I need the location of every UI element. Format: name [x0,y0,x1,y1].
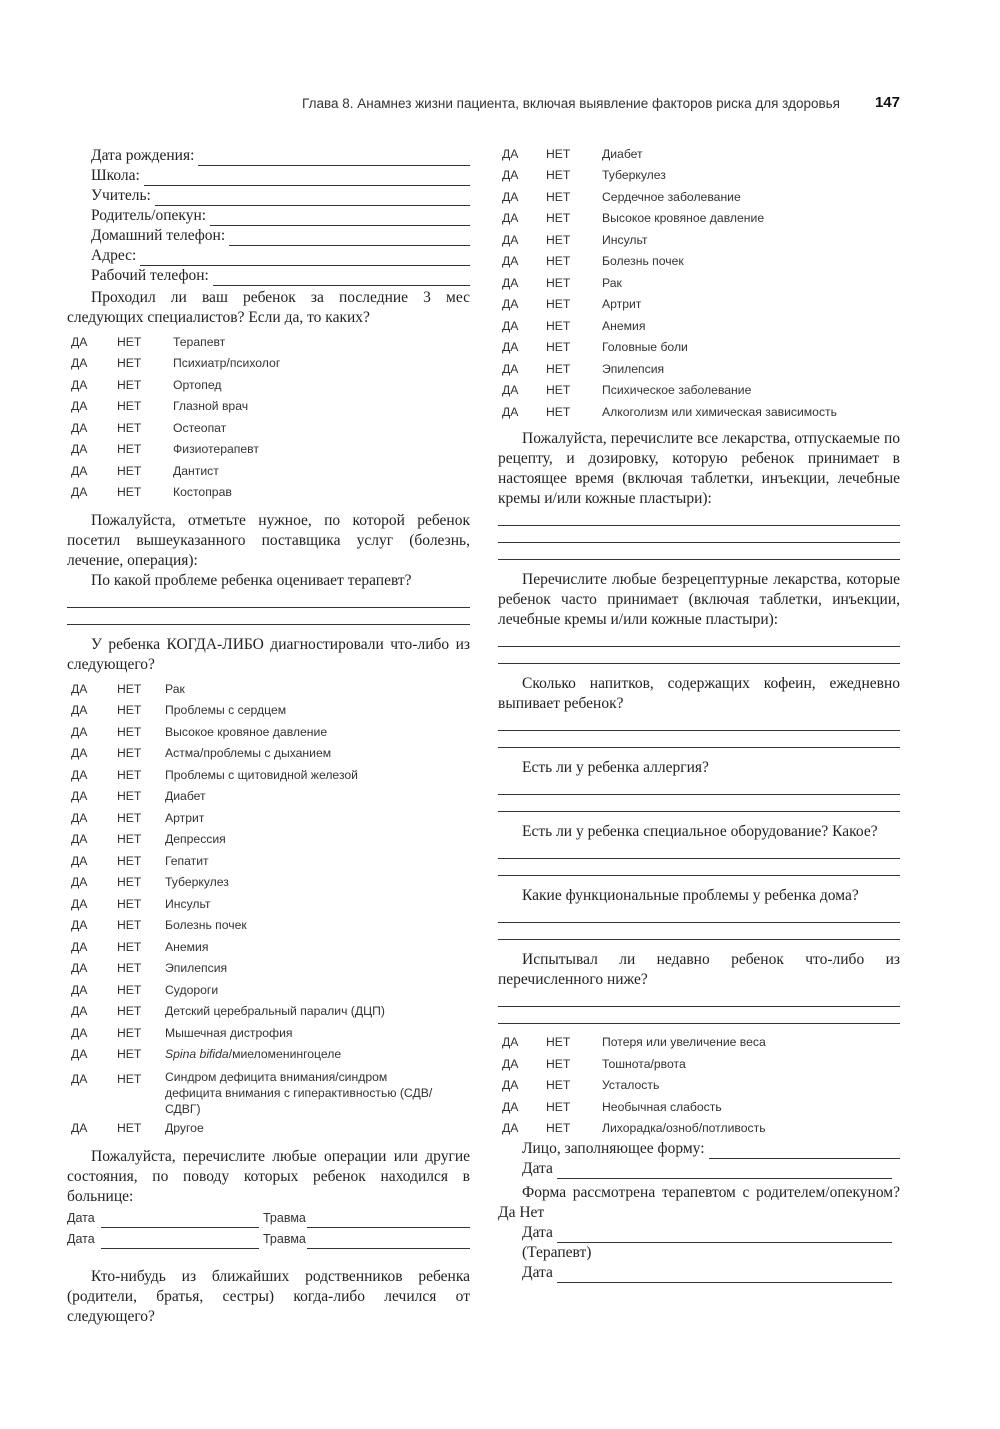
item-label-italic: Spina bifida [165,1047,229,1062]
yes-option[interactable]: ДА [71,356,88,371]
no-option[interactable]: НЕТ [117,767,142,782]
yes-no-row [498,358,900,380]
answer-line[interactable] [498,714,900,731]
no-option[interactable]: НЕТ [117,1047,142,1062]
yes-option[interactable]: ДА [71,420,88,435]
yes-option[interactable]: ДА [71,463,88,478]
item-label: Необычная слабость [602,1099,722,1114]
filled-by-label: Лицо, заполняющее форму: [522,1140,705,1157]
no-option[interactable]: НЕТ [117,982,142,997]
yes-no-row [498,315,900,337]
yes-no-row [498,272,900,294]
yes-option[interactable]: ДА [502,275,519,290]
item-label: Головные боли [602,340,688,355]
item-label: Ортопед [173,377,222,392]
yes-no-row [67,936,470,958]
item-label: Физиотерапевт [173,442,259,457]
yes-option[interactable]: ДА [71,918,88,933]
trauma-field[interactable] [307,1214,470,1228]
yes-no-row [67,1044,470,1066]
specialists-table [67,331,470,503]
field-row [67,266,470,286]
question-diagnosed: У ребенка КОГДА-ЛИБО диагностировали что-либо из следующего? [67,636,470,673]
no-option[interactable]: НЕТ [117,789,142,804]
item-label: Костоправ [173,485,232,500]
no-option[interactable]: НЕТ [117,832,142,847]
no-option[interactable]: НЕТ [546,1099,571,1114]
yes-no-row [498,401,900,423]
item-label: Усталость [602,1078,660,1093]
field-label: Учитель: [91,187,151,204]
item-label: Психическое заболевание [602,383,752,398]
filled-by-row [498,1139,900,1159]
yes-no-row [67,1117,470,1139]
yes-no-row [67,1065,470,1117]
yes-option[interactable]: ДА [502,189,519,204]
item-label: Мышечная дистрофия [165,1025,293,1040]
question-mark-reason: Пожалуйста, отметьте нужное, по которой ребенок посетил вышеуказанного поставщика услуг (болезнь, лечение, операция): [67,512,470,569]
item-label: Сердечное заболевание [602,189,741,204]
no-option[interactable]: НЕТ [546,297,571,312]
yes-option[interactable]: ДА [502,1078,519,1093]
answer-line[interactable] [67,608,470,625]
item-label: Эпилепсия [165,961,228,976]
yes-option[interactable]: ДА [502,318,519,333]
no-option[interactable]: НЕТ [117,377,142,392]
yes-option[interactable]: ДА [71,1120,88,1135]
yes-no-row [67,482,470,504]
date-field[interactable] [101,1214,259,1228]
personal-info-fields [67,146,470,286]
question-caffeine: Сколько напитков, содержащих кофеин, ежедневно выпивает ребенок? [498,674,900,712]
yes-no-row [67,958,470,980]
yes-option[interactable]: ДА [502,1099,519,1114]
yes-no-row [498,165,900,187]
yes-no-row [498,229,900,251]
page-number: 147 [874,94,900,111]
yes-no-row [498,208,900,230]
no-option[interactable]: НЕТ [117,1004,142,1019]
therapist-label: (Терапевт) [522,1244,592,1261]
date-field[interactable] [557,1268,892,1283]
no-option[interactable]: НЕТ [117,420,142,435]
item-label: Судороги [165,982,219,997]
no-option[interactable]: НЕТ [546,146,571,161]
yes-option[interactable]: ДА [71,789,88,804]
question-recent-symptoms: Испытывал ли недавно ребенок что-либо из перечисленного ниже? [498,950,900,988]
question-equipment: Есть ли у ребенка специальное оборудование? Какое? [522,822,878,840]
yes-option[interactable]: ДА [71,681,88,696]
no-option[interactable]: НЕТ [117,875,142,890]
yes-no-row [67,700,470,722]
field-row [67,226,470,246]
yes-option[interactable]: ДА [71,442,88,457]
field-input-line[interactable] [155,191,470,206]
field-input-line[interactable] [198,151,470,166]
item-label: Потеря или увеличение веса [602,1035,766,1050]
item-label: Проблемы с сердцем [165,703,287,718]
no-option[interactable]: НЕТ [546,254,571,269]
yes-no-row [67,872,470,894]
yes-no-row [498,294,900,316]
date-label: Дата [522,1224,553,1241]
item-label: Рак [602,275,622,290]
yes-no-row [498,1075,900,1097]
answer-line[interactable] [498,630,900,647]
yes-no-row [67,1001,470,1023]
yes-option[interactable]: ДА [502,1056,519,1071]
date-label: Дата [67,1210,95,1225]
no-option[interactable]: НЕТ [117,918,142,933]
answer-line[interactable] [498,795,900,812]
yes-option[interactable]: ДА [71,896,88,911]
yes-option[interactable]: ДА [502,254,519,269]
field-label: Дата рождения: [91,147,195,164]
item-label: Остеопат [173,420,227,435]
item-label: Алкоголизм или химическая зависимость [602,404,837,419]
family-conditions-table [498,143,900,423]
item-label: Болезнь почек [165,918,247,933]
question-problem: По какой проблеме ребенка оценивает терапевт? [91,572,412,589]
field-row [67,186,470,206]
answer-line[interactable] [498,731,900,748]
no-option[interactable]: НЕТ [546,189,571,204]
item-label: Другое [165,1120,204,1135]
date-row [498,1263,900,1283]
no-option[interactable]: НЕТ [117,703,142,718]
field-row [67,166,470,186]
date-trauma-row [67,1207,470,1228]
no-option[interactable]: НЕТ [546,340,571,355]
no-option[interactable]: НЕТ [117,463,142,478]
no-option[interactable]: НЕТ [546,211,571,226]
answer-line[interactable] [498,509,900,526]
item-label: Терапевт [173,334,226,349]
yes-no-row [67,417,470,439]
yes-no-row [498,1053,900,1075]
item-label: Болезнь почек [602,254,684,269]
item-label: Диабет [602,146,643,161]
item-label: Артрит [165,810,205,825]
yes-option[interactable]: ДА [502,146,519,161]
no-option[interactable]: НЕТ [117,724,142,739]
yes-no-row [67,1022,470,1044]
item-label-rest: /миеломенингоцеле [228,1047,342,1062]
no-option[interactable]: НЕТ [117,1120,142,1135]
trauma-label: Травма [263,1210,306,1225]
diagnoses-table [67,678,470,1139]
yes-option[interactable]: ДА [502,297,519,312]
trauma-label: Травма [263,1231,306,1246]
no-option[interactable]: НЕТ [117,442,142,457]
page-header [0,96,900,118]
answer-line[interactable] [498,543,900,560]
field-label: Родитель/опекун: [91,207,207,224]
item-label: Детский церебральный паралич (ДЦП) [165,1004,385,1019]
field-label: Школа: [91,167,140,184]
field-input-line[interactable] [144,171,470,186]
yes-no-row [67,893,470,915]
symptoms-table [498,1032,900,1140]
field-label: Адрес: [91,247,137,264]
answer-line[interactable] [498,842,900,859]
yes-option[interactable]: ДА [71,961,88,976]
date-field[interactable] [101,1235,259,1249]
date-field[interactable] [557,1164,892,1179]
yes-no-row [498,1118,900,1140]
yes-no-row [67,850,470,872]
question-allergy: Есть ли у ребенка аллергия? [522,758,709,776]
yes-option[interactable]: ДА [502,340,519,355]
yes-no-row [498,186,900,208]
no-option[interactable]: НЕТ [546,1056,571,1071]
question-relatives: Кто-нибудь из ближайших родственников ребенка (родители, братья, сестры) когда-либо лечился от следующего? [67,1267,470,1325]
no-option[interactable]: НЕТ [117,896,142,911]
item-label: Лихорадка/озноб/потливость [602,1121,766,1136]
question-operations: Пожалуйста, перечислите любые операции или другие состояния, по поводу которых ребенок находился в больнице: [67,1147,470,1205]
no-option[interactable]: НЕТ [117,334,142,349]
yes-no-row [67,353,470,375]
yes-option[interactable]: ДА [71,1047,88,1062]
yes-option[interactable]: ДА [502,1035,519,1050]
form-reviewed: Форма рассмотрена терапевтом с родителем/опекуном? Да Нет [498,1184,900,1221]
yes-option[interactable]: ДА [71,746,88,761]
date-label: Дата [522,1264,553,1281]
no-option[interactable]: НЕТ [546,361,571,376]
item-label: Артрит [602,297,642,312]
yes-option[interactable]: ДА [71,810,88,825]
no-option[interactable]: НЕТ [117,399,142,414]
no-option[interactable]: НЕТ [117,939,142,954]
answer-line[interactable] [498,778,900,795]
date-label: Дата [522,1160,553,1177]
no-option[interactable]: НЕТ [117,746,142,761]
question-rx-medications: Пожалуйста, перечислите все лекарства, отпускаемые по рецепту, и дозировку, которую ребенок принимает в настоящее время (включая таблетки, инъекции, лечебные кремы и/или кожные пластыри): [498,429,900,507]
yes-option[interactable]: ДА [502,168,519,183]
yes-no-row [67,807,470,829]
field-row [67,206,470,226]
yes-option[interactable]: ДА [71,767,88,782]
answer-line[interactable] [498,1007,900,1024]
no-option[interactable]: НЕТ [546,383,571,398]
no-option[interactable]: НЕТ [117,356,142,371]
yes-no-row [498,1032,900,1054]
date-row [498,1159,900,1179]
date-field[interactable] [557,1228,892,1243]
field-input-line[interactable] [210,211,470,226]
no-option[interactable]: НЕТ [546,168,571,183]
question-specialists: Проходил ли ваш ребенок за последние 3 мес следующих специалистов? Если да, то каких? [67,289,470,326]
item-label: Диабет [165,789,206,804]
yes-option[interactable]: ДА [71,399,88,414]
item-label: Психиатр/психолог [173,356,281,371]
yes-option[interactable]: ДА [71,982,88,997]
item-label: Туберкулез [165,875,229,890]
yes-no-row [67,721,470,743]
yes-option[interactable]: ДА [502,1121,519,1136]
item-label: Тошнота/рвота [602,1056,686,1071]
no-option[interactable]: НЕТ [546,275,571,290]
yes-option[interactable]: ДА [71,1025,88,1040]
field-label: Рабочий телефон: [91,267,209,284]
item-label: Анемия [602,318,646,333]
yes-option[interactable]: ДА [71,1072,88,1086]
yes-no-row [67,743,470,765]
yes-no-row [498,143,900,165]
yes-no-row [67,829,470,851]
yes-option[interactable]: ДА [71,1004,88,1019]
answer-line[interactable] [498,859,900,876]
item-label: Синдром дефицита внимания/синдром дефицита внимания с гиперактивностью (СДВ/СДВГ) [165,1070,433,1116]
item-label: Глазной врач [173,399,249,414]
yes-option[interactable]: ДА [71,703,88,718]
item-label: Дантист [173,463,219,478]
yes-no-row [67,396,470,418]
item-label: Астма/проблемы с дыханием [165,746,332,761]
yes-option[interactable]: ДА [502,404,519,419]
yes-option[interactable]: ДА [71,334,88,349]
item-label: Гепатит [165,853,209,868]
right-column [498,146,900,1283]
no-option[interactable]: НЕТ [546,404,571,419]
field-row [67,146,470,166]
trauma-field[interactable] [307,1235,470,1249]
field-label: Домашний телефон: [91,227,226,244]
item-label: Рак [165,681,185,696]
yes-option[interactable]: ДА [71,485,88,500]
date-label: Дата [67,1231,95,1246]
answer-line[interactable] [498,526,900,543]
answer-line[interactable] [67,591,470,608]
no-option[interactable]: НЕТ [117,681,142,696]
no-option[interactable]: НЕТ [546,1078,571,1093]
no-option[interactable]: НЕТ [117,485,142,500]
item-label: Проблемы с щитовидной железой [165,767,358,782]
yes-option[interactable]: ДА [502,232,519,247]
item-label: Высокое кровяное давление [165,724,328,739]
field-input-line[interactable] [140,251,470,266]
item-label: Эпилепсия [602,361,665,376]
yes-no-row [498,337,900,359]
yes-option[interactable]: ДА [71,832,88,847]
item-label: Туберкулез [602,168,666,183]
no-option[interactable]: НЕТ [546,1035,571,1050]
yes-no-row [498,1096,900,1118]
item-label [165,1044,470,1066]
yes-no-row [498,251,900,273]
field-input-line[interactable] [213,271,470,286]
no-option[interactable]: НЕТ [546,318,571,333]
no-option[interactable]: НЕТ [117,853,142,868]
no-option[interactable]: НЕТ [117,1025,142,1040]
yes-no-row [67,439,470,461]
yes-option[interactable]: ДА [71,875,88,890]
yes-no-row [67,374,470,396]
yes-no-row [67,764,470,786]
field-row [67,246,470,266]
yes-no-row [67,786,470,808]
no-option[interactable]: НЕТ [117,961,142,976]
yes-option[interactable]: ДА [502,383,519,398]
item-label: Депрессия [165,832,226,847]
yes-no-row [67,979,470,1001]
item-label: Анемия [165,939,209,954]
date-trauma-row [67,1228,470,1249]
no-option[interactable]: НЕТ [117,810,142,825]
filled-by-field[interactable] [709,1144,900,1159]
yes-option[interactable]: ДА [502,361,519,376]
yes-no-row [498,380,900,402]
item-label: Инсульт [602,232,648,247]
running-title: Глава 8. Анамнез жизни пациента, включая выявление факторов риска для здоровья [302,96,840,111]
yes-option[interactable]: ДА [71,377,88,392]
no-option[interactable]: НЕТ [117,1072,142,1086]
item-label: Инсульт [165,896,211,911]
no-option[interactable]: НЕТ [546,1121,571,1136]
answer-line[interactable] [498,906,900,923]
question-otc-medications: Перечислите любые безрецептурные лекарства, которые ребенок часто принимает (включая таблетки, инъекции, лечебные кремы и/или кожные пластыри): [498,570,900,628]
yes-no-row [67,678,470,700]
yes-option[interactable]: ДА [71,853,88,868]
yes-option[interactable]: ДА [71,939,88,954]
question-functional: Какие функциональные проблемы у ребенка дома? [522,886,859,904]
yes-no-row [67,460,470,482]
answer-line[interactable] [498,647,900,664]
item-label: Высокое кровяное давление [602,211,765,226]
field-input-line[interactable] [229,231,470,246]
yes-option[interactable]: ДА [71,724,88,739]
answer-line[interactable] [498,990,900,1007]
left-column [67,146,470,1327]
yes-option[interactable]: ДА [502,211,519,226]
answer-line[interactable] [498,923,900,940]
yes-no-row [67,331,470,353]
date-row [498,1223,900,1243]
yes-no-row [67,915,470,937]
no-option[interactable]: НЕТ [546,232,571,247]
